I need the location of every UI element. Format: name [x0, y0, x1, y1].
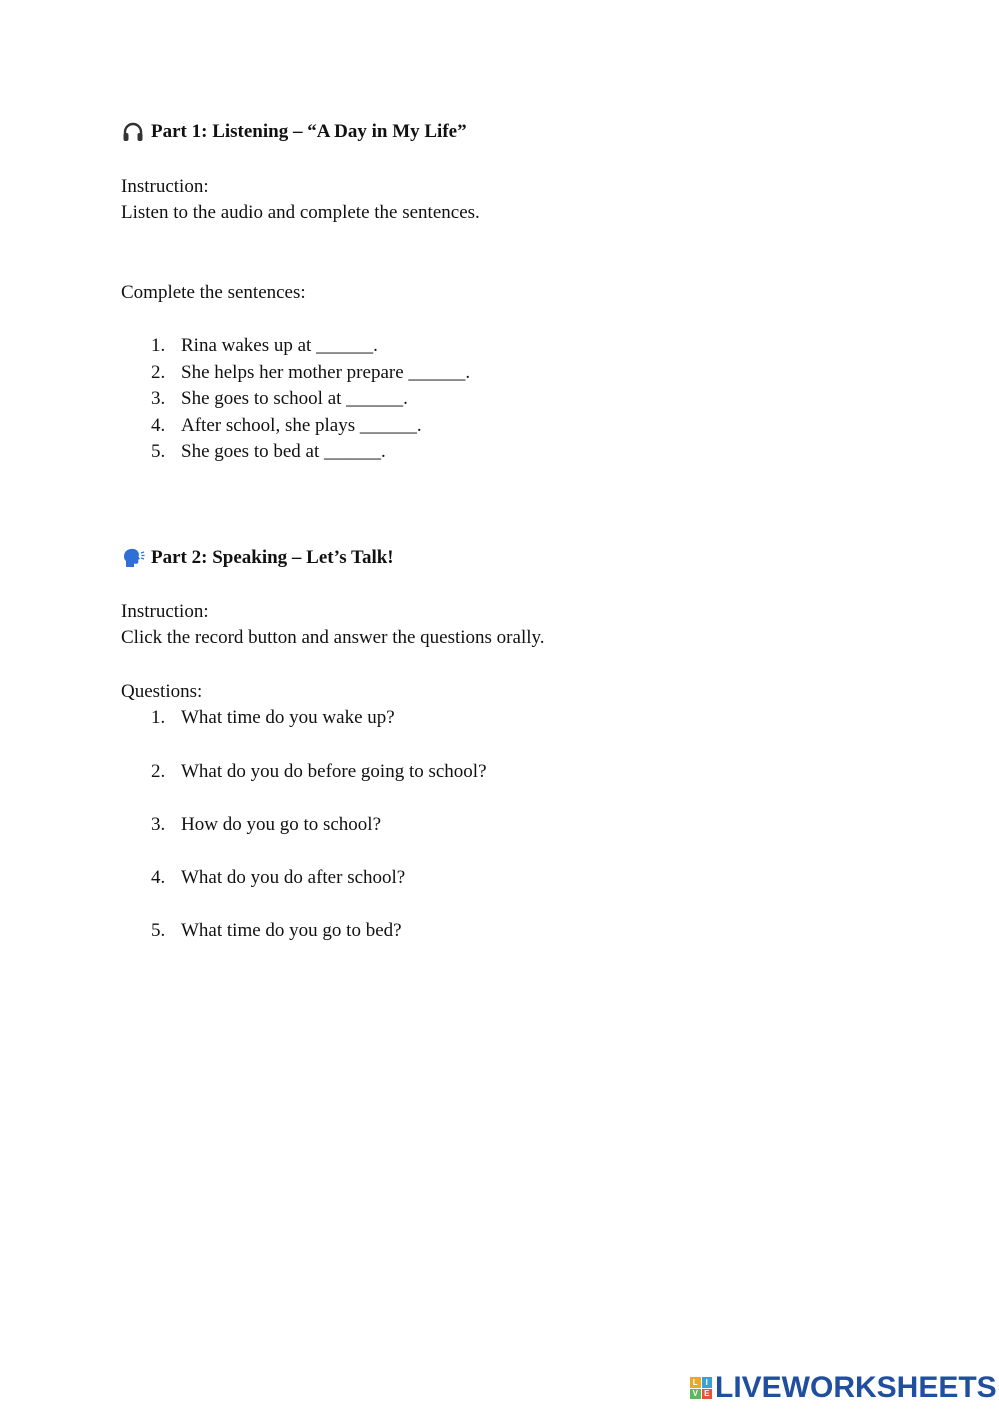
- item-text: She goes to school at ______.: [181, 388, 408, 409]
- speaking-head-icon: [121, 546, 145, 570]
- part2-question: [151, 920, 402, 942]
- part1-heading: [121, 120, 467, 144]
- part1-item: [151, 441, 386, 463]
- item-text: She helps her mother prepare ______.: [181, 362, 471, 383]
- part2-question: [151, 867, 405, 889]
- logo-tile: I: [702, 1377, 713, 1388]
- logo-tile: L: [690, 1377, 701, 1388]
- item-number: 1.: [151, 335, 166, 356]
- part1-instruction-text: Listen to the audio and complete the sentences.: [121, 202, 480, 223]
- question-number: 4.: [151, 867, 166, 888]
- question-text: What time do you wake up?: [181, 707, 395, 728]
- part2-questions-label: Questions:: [121, 681, 203, 702]
- question-number: 1.: [151, 707, 166, 728]
- item-text: She goes to bed at ______.: [181, 441, 386, 462]
- part2-heading-text: Part 2: Speaking – Let’s Talk!: [151, 547, 394, 568]
- item-text: Rina wakes up at ______.: [181, 335, 378, 356]
- question-number: 2.: [151, 761, 166, 782]
- question-text: What time do you go to bed?: [181, 920, 402, 941]
- headphones-icon: [121, 120, 145, 144]
- part1-item: [151, 362, 470, 384]
- part2-question: [151, 707, 395, 729]
- question-number: 5.: [151, 920, 166, 941]
- part1-instruction-label: Instruction:: [121, 176, 209, 197]
- part1-complete-label: Complete the sentences:: [121, 282, 306, 303]
- logo-tiles: [690, 1377, 712, 1399]
- question-text: What do you do after school?: [181, 867, 406, 888]
- logo-tile: E: [702, 1389, 713, 1400]
- part2-instruction-label: Instruction:: [121, 601, 209, 622]
- item-number: 3.: [151, 388, 166, 409]
- part1-heading-text: Part 1: Listening – “A Day in My Life”: [151, 121, 467, 142]
- part2-instruction-text: Click the record button and answer the questions orally.: [121, 627, 545, 648]
- part2-question: [151, 761, 487, 783]
- item-number: 4.: [151, 415, 166, 436]
- question-text: How do you go to school?: [181, 814, 382, 835]
- part2-question: [151, 814, 381, 836]
- item-number: 5.: [151, 441, 166, 462]
- logo-tile: V: [690, 1389, 701, 1400]
- liveworksheets-logo[interactable]: [690, 1372, 997, 1404]
- question-text: What do you do before going to school?: [181, 761, 487, 782]
- logo-text: LIVEWORKSHEETS: [715, 1371, 997, 1404]
- part1-item: [151, 388, 408, 410]
- part1-item: [151, 415, 422, 437]
- question-number: 3.: [151, 814, 166, 835]
- part2-heading: [121, 546, 394, 570]
- item-number: 2.: [151, 362, 166, 383]
- item-text: After school, she plays ______.: [181, 415, 422, 436]
- part1-item: [151, 335, 378, 357]
